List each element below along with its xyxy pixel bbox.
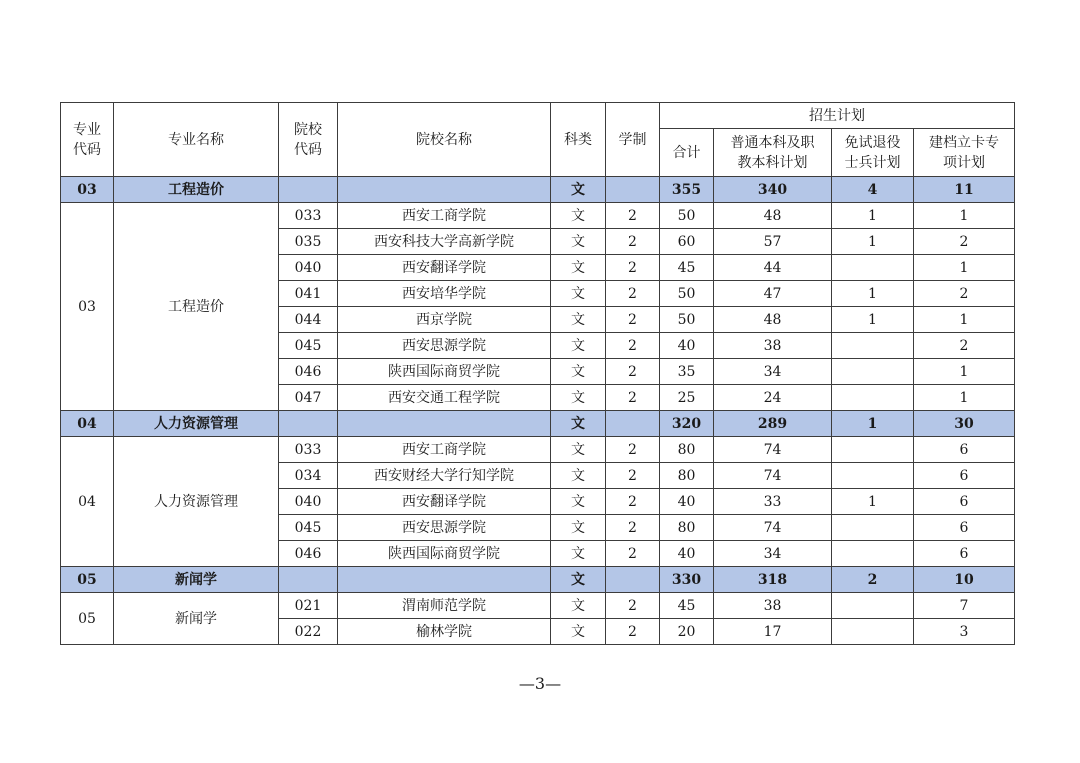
duration: 2 [606, 463, 660, 489]
plan-special: 6 [914, 515, 1015, 541]
school-code: 033 [279, 437, 338, 463]
summary-school-code-empty [279, 411, 338, 437]
plan-total: 80 [660, 515, 714, 541]
summary-major-code: 04 [61, 411, 114, 437]
school-name: 榆林学院 [338, 619, 551, 645]
category: 文 [551, 281, 606, 307]
plan-regular: 38 [714, 593, 832, 619]
plan-regular: 38 [714, 333, 832, 359]
plan-total: 35 [660, 359, 714, 385]
summary-major-name: 人力资源管理 [114, 411, 279, 437]
school-name: 西安思源学院 [338, 515, 551, 541]
plan-special: 7 [914, 593, 1015, 619]
category: 文 [551, 255, 606, 281]
summary-category: 文 [551, 177, 606, 203]
header-veterans: 免试退役 士兵计划 [832, 129, 914, 177]
plan-total: 60 [660, 229, 714, 255]
school-name: 陕西国际商贸学院 [338, 541, 551, 567]
school-code: 046 [279, 541, 338, 567]
duration: 2 [606, 385, 660, 411]
plan-special: 1 [914, 359, 1015, 385]
summary-major-code: 03 [61, 177, 114, 203]
major-summary-row [61, 567, 1015, 593]
category: 文 [551, 333, 606, 359]
summary-major-name: 新闻学 [114, 567, 279, 593]
plan-total: 40 [660, 489, 714, 515]
duration: 2 [606, 619, 660, 645]
plan-regular: 74 [714, 515, 832, 541]
summary-special: 30 [914, 411, 1015, 437]
plan-regular: 48 [714, 307, 832, 333]
table-body [61, 177, 1015, 645]
duration: 2 [606, 515, 660, 541]
plan-special: 6 [914, 541, 1015, 567]
plan-veterans: 1 [832, 281, 914, 307]
school-code: 021 [279, 593, 338, 619]
enrollment-plan-table [60, 102, 1015, 645]
summary-category: 文 [551, 567, 606, 593]
school-code: 046 [279, 359, 338, 385]
major-code: 05 [61, 593, 114, 645]
header-duration: 学制 [606, 103, 660, 177]
school-code: 045 [279, 333, 338, 359]
summary-duration-empty [606, 567, 660, 593]
school-name: 陕西国际商贸学院 [338, 359, 551, 385]
category: 文 [551, 593, 606, 619]
plan-special: 2 [914, 229, 1015, 255]
school-code: 022 [279, 619, 338, 645]
summary-major-code: 05 [61, 567, 114, 593]
major-name: 人力资源管理 [114, 437, 279, 567]
summary-duration-empty [606, 177, 660, 203]
table-row [61, 437, 1015, 463]
summary-regular: 289 [714, 411, 832, 437]
school-code: 034 [279, 463, 338, 489]
summary-total: 320 [660, 411, 714, 437]
plan-special: 6 [914, 489, 1015, 515]
school-name: 西安工商学院 [338, 437, 551, 463]
summary-veterans: 4 [832, 177, 914, 203]
plan-total: 80 [660, 437, 714, 463]
plan-regular: 34 [714, 541, 832, 567]
plan-total: 80 [660, 463, 714, 489]
header-major-name: 专业名称 [114, 103, 279, 177]
plan-total: 45 [660, 255, 714, 281]
school-name: 渭南师范学院 [338, 593, 551, 619]
duration: 2 [606, 437, 660, 463]
plan-total: 50 [660, 203, 714, 229]
school-name: 西安培华学院 [338, 281, 551, 307]
major-name: 新闻学 [114, 593, 279, 645]
category: 文 [551, 385, 606, 411]
summary-major-name: 工程造价 [114, 177, 279, 203]
category: 文 [551, 619, 606, 645]
plan-regular: 47 [714, 281, 832, 307]
plan-special: 1 [914, 385, 1015, 411]
summary-total: 330 [660, 567, 714, 593]
page-number: —3— [518, 674, 562, 693]
table-row [61, 593, 1015, 619]
category: 文 [551, 541, 606, 567]
plan-veterans: 1 [832, 307, 914, 333]
plan-veterans: 1 [832, 203, 914, 229]
category: 文 [551, 437, 606, 463]
header-category: 科类 [551, 103, 606, 177]
category: 文 [551, 203, 606, 229]
plan-regular: 17 [714, 619, 832, 645]
school-code: 033 [279, 203, 338, 229]
category: 文 [551, 515, 606, 541]
major-name: 工程造价 [114, 203, 279, 411]
summary-school-name-empty [338, 177, 551, 203]
category: 文 [551, 307, 606, 333]
duration: 2 [606, 541, 660, 567]
duration: 2 [606, 359, 660, 385]
major-code: 03 [61, 203, 114, 411]
plan-total: 40 [660, 541, 714, 567]
plan-regular: 74 [714, 463, 832, 489]
plan-regular: 44 [714, 255, 832, 281]
plan-special: 6 [914, 437, 1015, 463]
school-name: 西安财经大学行知学院 [338, 463, 551, 489]
plan-special: 2 [914, 333, 1015, 359]
duration: 2 [606, 203, 660, 229]
plan-total: 50 [660, 281, 714, 307]
plan-veterans [832, 541, 914, 567]
plan-total: 45 [660, 593, 714, 619]
category: 文 [551, 463, 606, 489]
header-school-code: 院校 代码 [279, 103, 338, 177]
duration: 2 [606, 307, 660, 333]
plan-veterans [832, 619, 914, 645]
summary-regular: 340 [714, 177, 832, 203]
plan-regular: 48 [714, 203, 832, 229]
header-row-1 [61, 103, 1015, 129]
major-summary-row [61, 177, 1015, 203]
school-code: 035 [279, 229, 338, 255]
duration: 2 [606, 593, 660, 619]
category: 文 [551, 359, 606, 385]
school-code: 045 [279, 515, 338, 541]
school-name: 西安交通工程学院 [338, 385, 551, 411]
header-school-name: 院校名称 [338, 103, 551, 177]
school-code: 040 [279, 255, 338, 281]
school-code: 047 [279, 385, 338, 411]
plan-veterans [832, 333, 914, 359]
header-total: 合计 [660, 129, 714, 177]
summary-school-code-empty [279, 567, 338, 593]
school-name: 西安思源学院 [338, 333, 551, 359]
header-major-code: 专业 代码 [61, 103, 114, 177]
summary-special: 10 [914, 567, 1015, 593]
category: 文 [551, 489, 606, 515]
summary-category: 文 [551, 411, 606, 437]
summary-school-name-empty [338, 411, 551, 437]
school-code: 044 [279, 307, 338, 333]
plan-veterans [832, 437, 914, 463]
plan-veterans [832, 515, 914, 541]
category: 文 [551, 229, 606, 255]
plan-veterans [832, 255, 914, 281]
duration: 2 [606, 281, 660, 307]
school-name: 西京学院 [338, 307, 551, 333]
plan-veterans [832, 359, 914, 385]
header-regular: 普通本科及职 教本科计划 [714, 129, 832, 177]
plan-veterans [832, 385, 914, 411]
plan-regular: 24 [714, 385, 832, 411]
table-row [61, 203, 1015, 229]
school-name: 西安翻译学院 [338, 255, 551, 281]
plan-veterans [832, 463, 914, 489]
plan-total: 25 [660, 385, 714, 411]
plan-veterans [832, 593, 914, 619]
school-name: 西安科技大学高新学院 [338, 229, 551, 255]
plan-total: 40 [660, 333, 714, 359]
plan-total: 50 [660, 307, 714, 333]
header-special: 建档立卡专 项计划 [914, 129, 1015, 177]
summary-regular: 318 [714, 567, 832, 593]
plan-special: 1 [914, 203, 1015, 229]
plan-special: 2 [914, 281, 1015, 307]
duration: 2 [606, 333, 660, 359]
plan-total: 20 [660, 619, 714, 645]
school-name: 西安翻译学院 [338, 489, 551, 515]
plan-special: 1 [914, 307, 1015, 333]
plan-veterans: 1 [832, 229, 914, 255]
plan-regular: 74 [714, 437, 832, 463]
major-summary-row [61, 411, 1015, 437]
plan-special: 1 [914, 255, 1015, 281]
duration: 2 [606, 255, 660, 281]
summary-total: 355 [660, 177, 714, 203]
plan-special: 3 [914, 619, 1015, 645]
summary-special: 11 [914, 177, 1015, 203]
plan-regular: 57 [714, 229, 832, 255]
duration: 2 [606, 489, 660, 515]
major-code: 04 [61, 437, 114, 567]
summary-school-name-empty [338, 567, 551, 593]
summary-school-code-empty [279, 177, 338, 203]
school-code: 041 [279, 281, 338, 307]
summary-veterans: 1 [832, 411, 914, 437]
plan-veterans: 1 [832, 489, 914, 515]
plan-special: 6 [914, 463, 1015, 489]
summary-duration-empty [606, 411, 660, 437]
plan-regular: 34 [714, 359, 832, 385]
duration: 2 [606, 229, 660, 255]
header-plan-group: 招生计划 [660, 103, 1015, 129]
plan-regular: 33 [714, 489, 832, 515]
school-name: 西安工商学院 [338, 203, 551, 229]
school-code: 040 [279, 489, 338, 515]
summary-veterans: 2 [832, 567, 914, 593]
